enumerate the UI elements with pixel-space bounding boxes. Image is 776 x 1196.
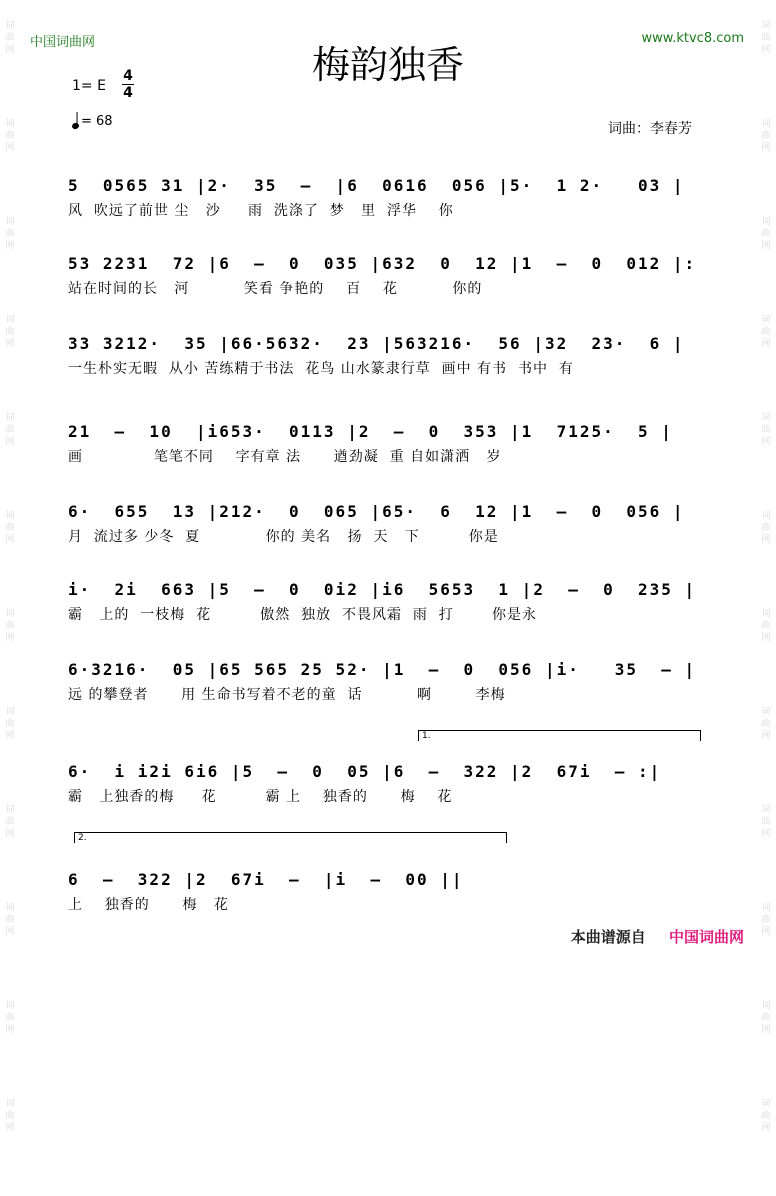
watermark-glyph-group (760, 412, 772, 448)
watermark-glyph: 曲 (761, 621, 771, 631)
watermark-glyph: 词 (5, 119, 15, 129)
watermark-glyph: 网 (761, 143, 771, 153)
song-title: 梅韵独香 (311, 43, 464, 87)
lyric-line: 远 的攀登者 用 生命书写着不老的童 话 啊 李梅 (68, 687, 506, 703)
watermark-glyph: 曲 (761, 915, 771, 925)
watermark-glyph: 词 (5, 413, 15, 423)
watermark-glyph: 网 (761, 45, 771, 55)
lyric-line: 一生朴实无暇 从小 苦练精于书法 花鸟 山水篆隶行草 画中 有书 书中 有 (68, 361, 574, 377)
watermark-glyph-group (760, 314, 772, 350)
watermark-glyph: 词 (761, 903, 771, 913)
watermark-glyph: 曲 (761, 523, 771, 533)
watermark-glyph: 词 (5, 511, 15, 521)
watermark-glyph: 曲 (5, 33, 15, 43)
lyric-line: 风 吹远了前世 尘 沙 雨 洗涤了 梦 里 浮华 你 (68, 203, 454, 219)
watermark-glyph: 曲 (761, 1111, 771, 1121)
lyric-line: 上 独香的 梅 花 (68, 897, 229, 913)
watermark-glyph-group (4, 804, 16, 840)
watermark-glyph-group (760, 216, 772, 252)
watermark-glyph: 词 (761, 315, 771, 325)
watermark-glyph: 曲 (761, 229, 771, 239)
watermark-glyph: 词 (761, 707, 771, 717)
watermark-glyph-group (4, 314, 16, 350)
watermark-glyph: 曲 (5, 915, 15, 925)
watermark-glyph: 网 (761, 1123, 771, 1133)
score-system-1 (68, 172, 714, 222)
left-watermark (4, 20, 16, 1196)
lyric-line: 霸 上独香的梅 花 霸 上 独香的 梅 花 (68, 789, 453, 805)
watermark-glyph-group (4, 118, 16, 154)
watermark-glyph-group (4, 1000, 16, 1036)
watermark-glyph: 网 (761, 829, 771, 839)
watermark-glyph: 词 (761, 805, 771, 815)
watermark-glyph: 网 (761, 731, 771, 741)
score-system-7 (68, 656, 714, 706)
footer-site-link[interactable]: 中国词曲网 (668, 928, 744, 946)
watermark-glyph: 曲 (5, 621, 15, 631)
meter-top: 4 (123, 68, 133, 84)
watermark-glyph: 曲 (5, 1111, 15, 1121)
watermark-glyph: 网 (5, 927, 15, 937)
quarter-note-icon (71, 121, 80, 129)
tempo-value: = 68 (81, 114, 113, 129)
watermark-glyph: 词 (5, 805, 15, 815)
notation-line: 5 0565 31 |2· 35 – |6 0616 056 |5· 1 2· 03 | (68, 176, 685, 195)
watermark-glyph-group (4, 216, 16, 252)
watermark-glyph: 网 (761, 1025, 771, 1035)
footer-source (571, 926, 744, 947)
score-system-2 (68, 250, 714, 300)
watermark-glyph: 网 (5, 241, 15, 251)
watermark-glyph: 词 (761, 1001, 771, 1011)
watermark-glyph: 词 (761, 413, 771, 423)
watermark-glyph-group (760, 804, 772, 840)
watermark-glyph-group (4, 902, 16, 938)
notation-line: 53 2231 72 |6 – 0 035 |632 0 12 |1 – 0 012 |: (68, 254, 697, 273)
watermark-glyph-group (4, 706, 16, 742)
watermark-glyph-group (4, 1098, 16, 1134)
watermark-glyph: 曲 (761, 719, 771, 729)
watermark-glyph-group (760, 706, 772, 742)
watermark-glyph: 曲 (761, 425, 771, 435)
watermark-glyph: 词 (5, 21, 15, 31)
watermark-glyph: 网 (761, 633, 771, 643)
notation-line: 6· 655 13 |212· 0 065 |65· 6 12 |1 – 0 056 | (68, 502, 685, 521)
watermark-glyph: 网 (5, 1025, 15, 1035)
watermark-glyph: 曲 (761, 131, 771, 141)
watermark-glyph: 网 (5, 45, 15, 55)
watermark-glyph: 网 (5, 143, 15, 153)
watermark-glyph-group (760, 608, 772, 644)
watermark-glyph: 曲 (5, 523, 15, 533)
score-system-8 (68, 758, 714, 808)
notation-line: 6· i i2i 6i6 |5 – 0 05 |6 – 322 |2 67i – :| (68, 762, 662, 781)
composer-credit: 词曲：李春芳 (608, 121, 692, 137)
watermark-glyph: 词 (761, 1099, 771, 1109)
notation-line: i· 2i 663 |5 – 0 0i2 |i6 5653 1 |2 – 0 235 | (68, 580, 697, 599)
watermark-glyph: 词 (5, 609, 15, 619)
score-system-3 (68, 330, 714, 380)
notation-line: 6·3216· 05 |65 565 25 52· |1 – 0 056 |i· 35 – | (68, 660, 697, 679)
lyric-line: 画 笔笔不同 字有章 法 遒劲凝 重 自如潇洒 岁 (68, 449, 502, 465)
score-system-4 (68, 418, 714, 468)
right-watermark (760, 20, 772, 1196)
watermark-glyph: 曲 (5, 1013, 15, 1023)
watermark-glyph: 词 (761, 21, 771, 31)
watermark-glyph: 词 (5, 315, 15, 325)
watermark-glyph: 网 (761, 437, 771, 447)
watermark-glyph-group (760, 118, 772, 154)
watermark-glyph: 词 (761, 217, 771, 227)
site-url-right[interactable]: www.ktvc8.com (641, 31, 744, 46)
notation-line: 33 3212· 35 |66·5632· 23 |563216· 56 |32 23· 6 | (68, 334, 685, 353)
notation-line: 6 – 322 |2 67i – |i – 00 || (68, 870, 464, 889)
watermark-glyph: 词 (5, 1001, 15, 1011)
watermark-glyph: 曲 (761, 327, 771, 337)
watermark-glyph: 曲 (761, 33, 771, 43)
watermark-glyph: 曲 (5, 327, 15, 337)
watermark-glyph: 词 (5, 1099, 15, 1109)
watermark-glyph: 曲 (5, 719, 15, 729)
watermark-glyph: 词 (761, 119, 771, 129)
watermark-glyph: 曲 (5, 817, 15, 827)
tempo-marking (72, 114, 113, 129)
score-system-5 (68, 498, 714, 548)
watermark-glyph: 词 (5, 903, 15, 913)
lyric-line: 站在时间的长 河 笑看 争艳的 百 花 你的 (68, 281, 483, 297)
watermark-glyph-group (760, 1098, 772, 1134)
watermark-glyph: 网 (761, 535, 771, 545)
lyric-line: 月 流过多 少冬 夏 你的 美名 扬 天 下 你是 (68, 529, 499, 545)
watermark-glyph: 曲 (5, 131, 15, 141)
watermark-glyph: 词 (761, 511, 771, 521)
watermark-glyph: 网 (761, 927, 771, 937)
watermark-glyph-group (760, 510, 772, 546)
watermark-glyph: 曲 (5, 229, 15, 239)
watermark-glyph: 曲 (5, 425, 15, 435)
watermark-glyph-group (4, 412, 16, 448)
watermark-glyph: 网 (5, 829, 15, 839)
watermark-glyph: 网 (5, 731, 15, 741)
lyric-line: 霸 上的 一枝梅 花 傲然 独放 不畏风霜 雨 打 你是永 (68, 607, 537, 623)
site-name-left[interactable]: 中国词曲网 (30, 35, 96, 50)
watermark-glyph-group (760, 1000, 772, 1036)
watermark-glyph-group (4, 510, 16, 546)
watermark-glyph: 网 (5, 339, 15, 349)
watermark-glyph: 曲 (761, 1013, 771, 1023)
watermark-glyph: 词 (5, 707, 15, 717)
key-signature: 1= E (72, 78, 106, 94)
watermark-glyph: 网 (761, 339, 771, 349)
score-system-9 (68, 866, 714, 916)
watermark-glyph: 词 (5, 217, 15, 227)
watermark-glyph: 网 (5, 1123, 15, 1133)
watermark-glyph: 网 (5, 633, 15, 643)
watermark-glyph-group (4, 608, 16, 644)
first-ending-bracket: 1. (418, 730, 701, 741)
watermark-glyph-group (760, 902, 772, 938)
watermark-glyph: 曲 (761, 817, 771, 827)
second-ending-bracket: 2. (74, 832, 507, 843)
meter-bottom: 4 (123, 85, 133, 101)
watermark-glyph: 词 (761, 609, 771, 619)
notation-line: 21 – 10 |i653· 0113 |2 – 0 353 |1 7125· 5 | (68, 422, 673, 441)
time-signature (122, 68, 134, 101)
footer-source-text: 本曲谱源自 (570, 928, 646, 946)
watermark-glyph: 网 (5, 535, 15, 545)
score-system-6 (68, 576, 714, 626)
watermark-glyph: 网 (5, 437, 15, 447)
watermark-glyph: 网 (761, 241, 771, 251)
